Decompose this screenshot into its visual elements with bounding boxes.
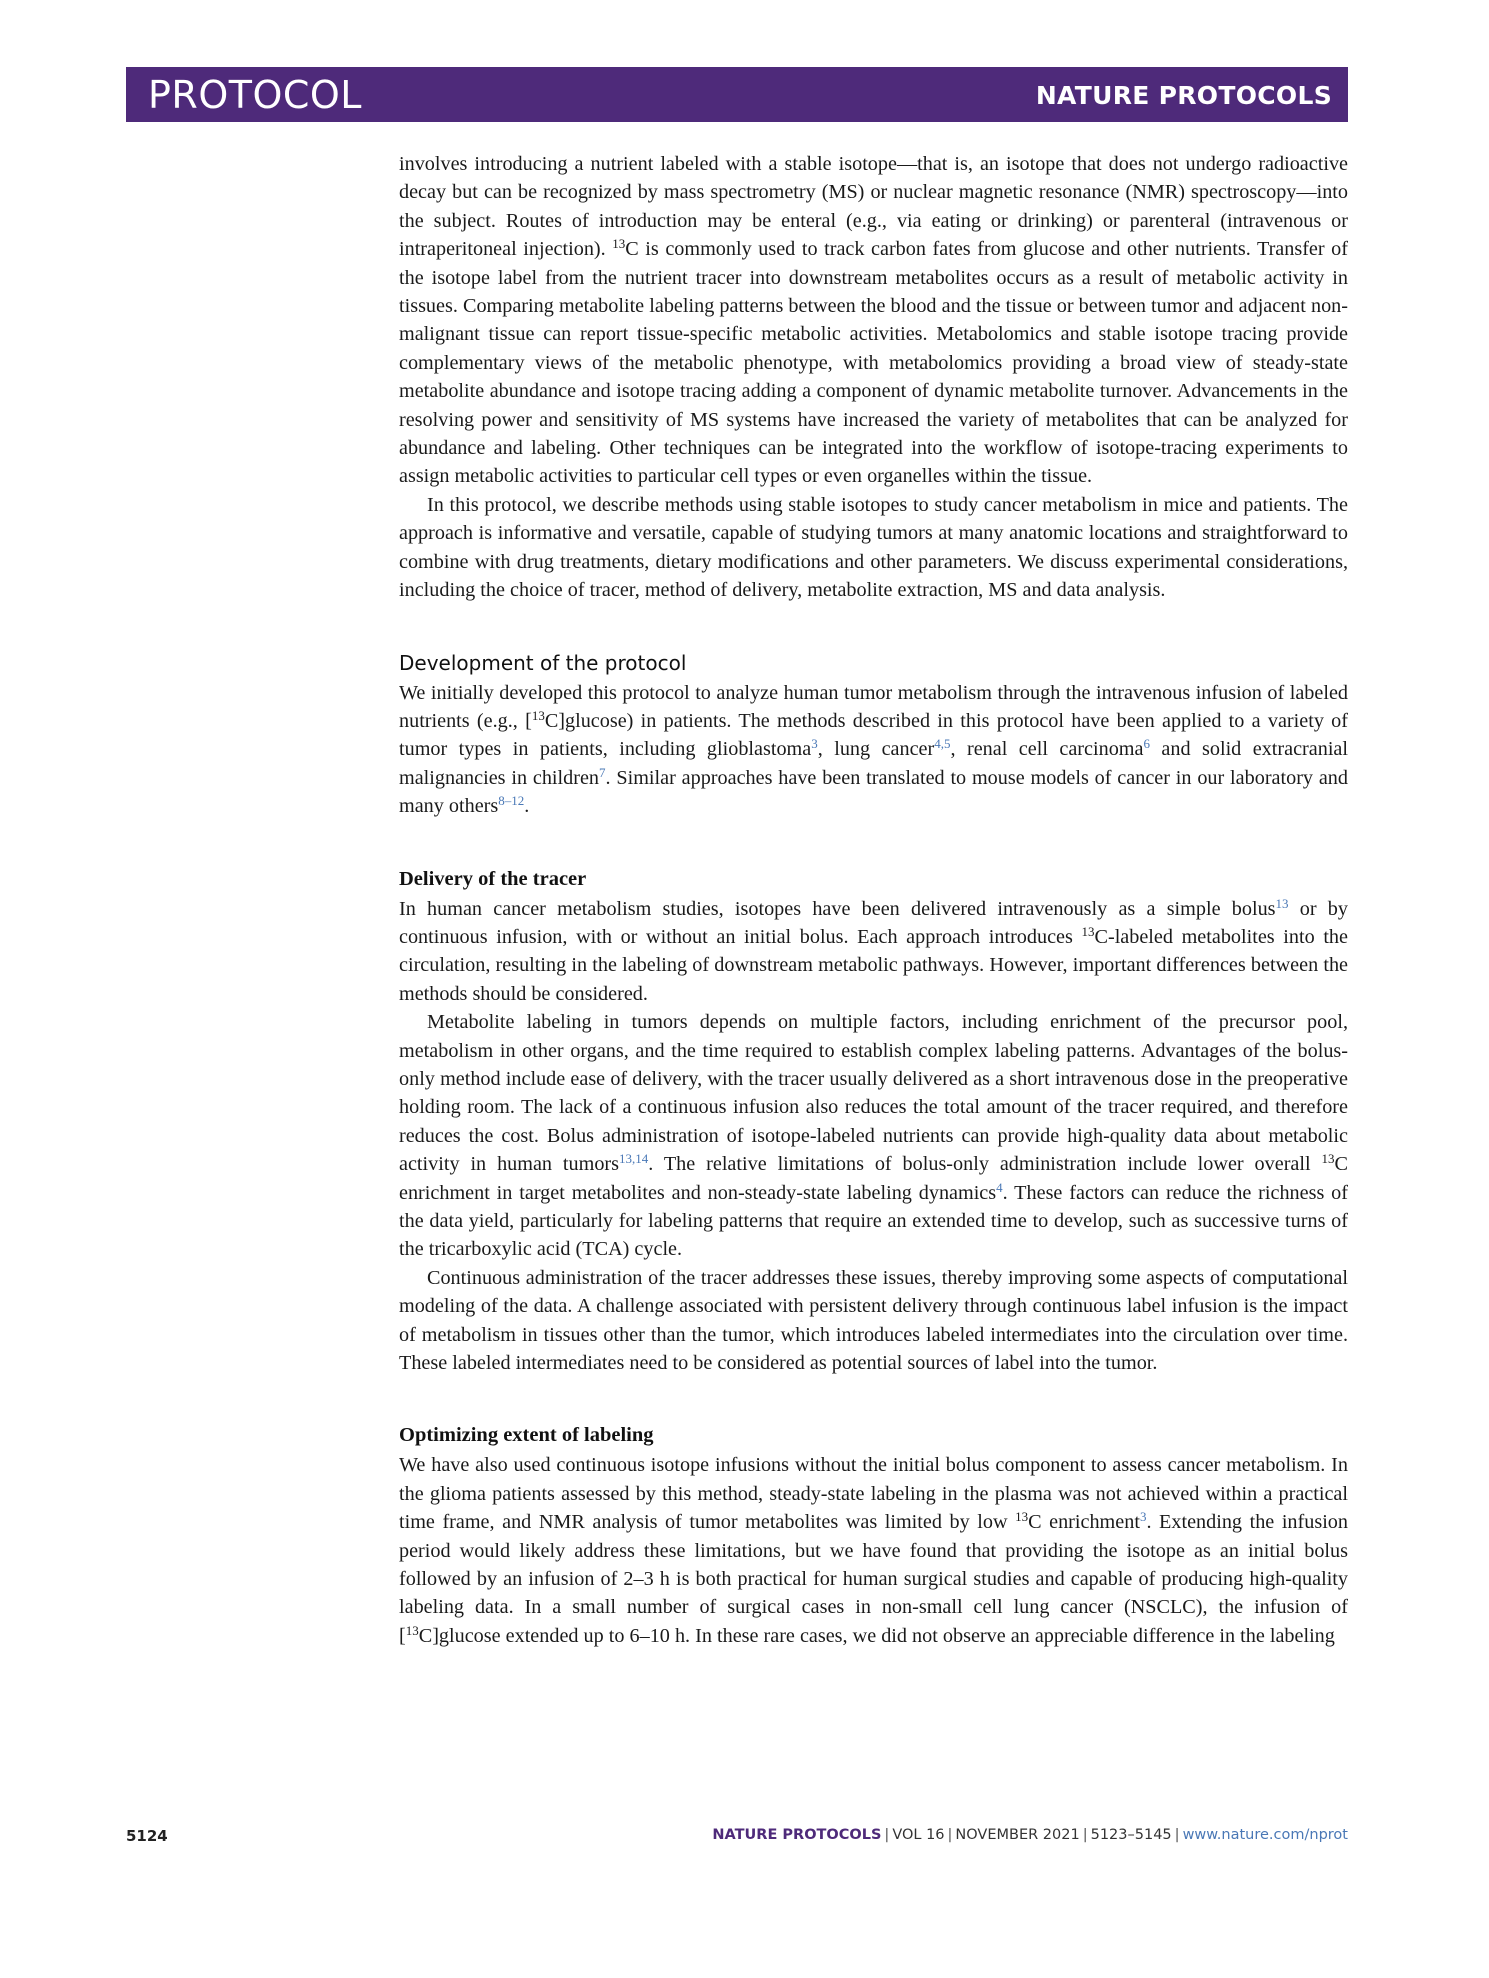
citation-link[interactable]: 7 — [599, 764, 606, 780]
footer-volume: VOL 16 — [892, 1827, 945, 1843]
subsection-heading-delivery: Delivery of the tracer — [399, 867, 587, 890]
footer-issue: NOVEMBER 2021 — [955, 1827, 1080, 1843]
citation-link[interactable]: 6 — [1143, 736, 1150, 752]
isotope-superscript: 13 — [612, 236, 626, 252]
paragraph-delivery-1: In human cancer metabolism studies, isotopes have been delivered intravenously as a simple bolus$^{13}$ or by continuous infusion, with or without an initial bolus. Each approach introduces $^{13}$C-labeled metabolites into the circulation, resulting in the labeling of downstream metabolic pathways. However, important differences between the methods should be considered. — [399, 895, 1348, 1005]
journal-name-header: NATURE PROTOCOLS — [1035, 81, 1332, 110]
paragraph-intro: involves introducing a nutrient labeled with a stable isotope—that is, an isotope that does not undergo radioactive decay but can be recognized by mass spectrometry (MS) or nuclear magnetic resonance (NMR) spectroscopy—into the subject. Routes of introduction may be enteral (e.g., via eating or drinking) or parenteral (intravenous or intraperitoneal injection). $^{13}$C is commonly used to track carbon fates from glucose and other nutrients. Transfer of the isotope label from the nutrient tracer into downstream metabolites occurs as a result of metabolic activity in tissues. Comparing metabolite labeling patterns between the blood and the tissue or between tumor and adjacent non-malignant tissue can report tissue-specific metabolic activities. Metabolomics and stable isotope tracing provide complementary views of the metabolic phenotype, with metabolomics providing a broad view of steady-state metabolite abundance and isotope tracing adding a component of dynamic metabolite turnover. Advancements in the resolving power and sensitivity of MS systems have increased the variety of metabolites that can be analyzed for abundance and labeling. Other techniques can be integrated into the workflow of isotope-tracing experiments to assign metabolic activities to particular cell types or even organelles within the tissue. — [399, 153, 1348, 488]
citation-link[interactable]: 4,5 — [934, 736, 951, 752]
citation-link[interactable]: 8–12 — [498, 793, 525, 809]
footer-url-link[interactable]: www.nature.com/nprot — [1182, 1827, 1348, 1843]
footer-journal: NATURE PROTOCOLS — [712, 1827, 882, 1843]
citation-link[interactable]: 4 — [996, 1179, 1003, 1195]
section-heading-development: Development of the protocol — [399, 650, 687, 675]
citation-link[interactable]: 13 — [1275, 895, 1289, 911]
paragraph-delivery-3: Continuous administration of the tracer addresses these issues, thereby improving some aspects of computational modeling of the data. A challenge associated with persistent delivery through continuous label infusion is the impact of metabolism in tissues other than the tumor, which introduces labeled intermediates into the circulation over time. These labeled intermediates need to be considered as potential sources of label into the tumor. — [399, 1266, 1348, 1375]
citation-link[interactable]: 3 — [811, 736, 818, 752]
paragraph-labeling: We have also used continuous isotope infusions without the initial bolus component to assess cancer metabolism. In the glioma patients assessed by this method, steady-state labeling in the plasma was not achieved within a practical time frame, and NMR analysis of tumor metabolites was limited by low $^{13}$C enrichment$^3$. Extending the infusion period would likely address these limitations, but we have found that providing the isotope as an initial bolus followed by an infusion of 2–3 h is both practical for human surgical studies and capable of producing high-quality labeling data. In a small number of surgical cases in non-small cell lung cancer (NSCLC), the infusion of [$^{13}$C]glucose extended up to 6–10 h. In these rare cases, we did not observe an appreciable difference in the labeling — [399, 1454, 1348, 1647]
paragraph-delivery-2: Metabolite labeling in tumors depends on multiple factors, including enrichment of the precursor pool, metabolism in other organs, and the time required to establish complex labeling patterns. Advantages of the bolus-only method include ease of delivery, with the tracer usually delivered as a short intravenous dose in the preoperative holding room. The lack of a continuous infusion also reduces the total amount of the tracer required, and therefore reduces the cost. Bolus administration of isotope-labeled nutrients can provide high-quality data about metabolic activity in human tumors$^{13,14}$. The relative limitations of bolus-only administration include lower overall $^{13}$C enrichment in target metabolites and non-steady-state labeling dynamics$^4$. These factors can reduce the richness of the data yield, particularly for labeling patterns that require an extended time to develop, such as successive turns of the tricarboxylic acid (TCA) cycle. — [399, 1011, 1348, 1261]
citation-link[interactable]: 13,14 — [619, 1151, 649, 1167]
article-body — [399, 150, 1348, 1650]
subsection-heading-labeling: Optimizing extent of labeling — [399, 1424, 654, 1447]
paragraph-protocol-overview: In this protocol, we describe methods using stable isotopes to study cancer metabolism in mice and patients. The approach is informative and versatile, capable of studying tumors at many anatomic locations and straightforward to combine with drug treatments, dietary modifications and other parameters. We discuss experimental considerations, including the choice of tracer, method of delivery, metabolite extraction, MS and data analysis. — [399, 493, 1348, 602]
footer-pages: 5123–5145 — [1090, 1827, 1172, 1843]
header-bar — [126, 67, 1348, 122]
paragraph-development: We initially developed this protocol to analyze human tumor metabolism through the intravenous infusion of labeled nutrients (e.g., [$^{13}$C]glucose) in patients. The methods described in this protocol have been applied to a variety of tumor types in patients, including glioblastoma$^3$, lung cancer$^{4,5}$, renal cell carcinoma$^6$ and solid extracranial malignancies in children$^7$. Similar approaches have been translated to mouse models of cancer in our laboratory and many others$^{8-12}$. — [399, 681, 1349, 818]
article-type-label: PROTOCOL — [148, 73, 362, 117]
footer-citation: NATURE PROTOCOLS | VOL 16 | NOVEMBER 2021 | 5123–5145 | www.nature.com/nprot — [712, 1827, 1348, 1843]
citation-link[interactable]: 3 — [1139, 1509, 1147, 1525]
page-number: 5124 — [126, 1827, 168, 1845]
